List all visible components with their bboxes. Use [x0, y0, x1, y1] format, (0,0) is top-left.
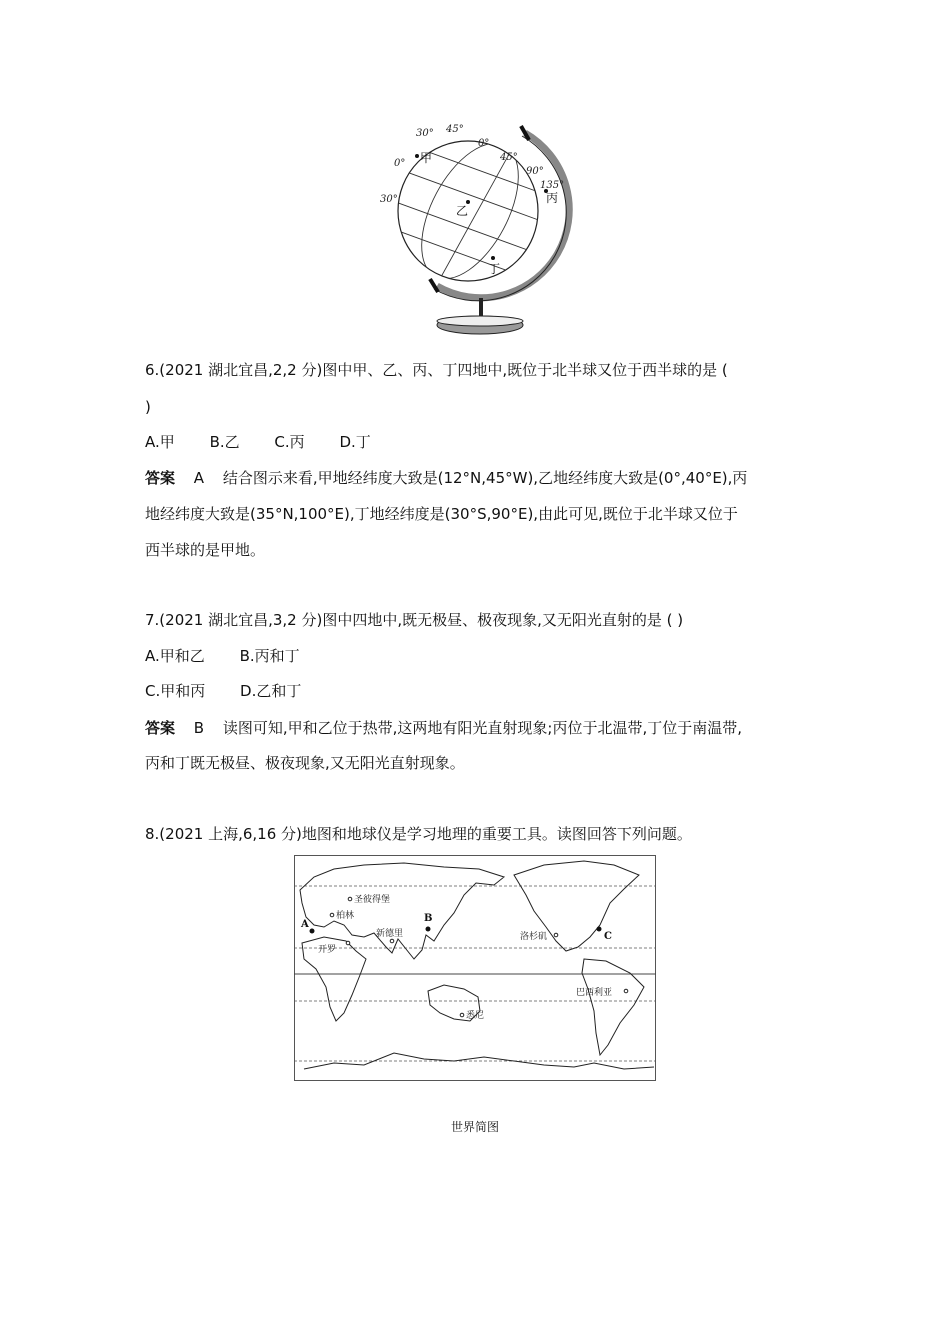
q6-options [145, 431, 371, 453]
q6-stem-end: ) [145, 398, 151, 416]
q6-stem: 6.(2021 湖北宜昌,2,2 分)图中甲、乙、丙、丁四地中,既位于北半球又位于西半球的是 ( [145, 361, 728, 379]
city-sydney: 悉尼 [466, 1011, 485, 1021]
option-c: C.甲和丙 [145, 682, 206, 700]
lat-label: 0° [394, 158, 406, 169]
city-saint-petersburg: 圣彼得堡 [354, 895, 391, 905]
q7-stem: 7.(2021 湖北宜昌,3,2 分)图中四地中,既无极昼、极夜现象,又无阳光直射的是 ( ) [145, 611, 684, 629]
lon-label: 0° [478, 138, 490, 149]
marker-b: B [424, 913, 433, 924]
globe-figure [380, 118, 590, 340]
city-new-delhi: 新德里 [376, 929, 404, 939]
world-map [294, 855, 657, 1082]
q7-options-row1 [145, 645, 300, 667]
point-label-yi: 乙 [456, 204, 469, 218]
marker-c: C [604, 931, 612, 942]
map-caption: 世界简图 [450, 1120, 499, 1134]
q8-stem: 8.(2021 上海,6,16 分)地图和地球仪是学习地理的重要工具。读图回答下列问题。 [145, 825, 692, 843]
option-c: C.丙 [274, 433, 305, 451]
point-label-ding: 丁 [488, 262, 501, 276]
option-a: A.甲 [145, 433, 175, 451]
answer-letter: B [193, 719, 205, 737]
lon-label: 135° [540, 180, 565, 191]
q7-options-row2 [145, 680, 301, 702]
option-a: A.甲和乙 [145, 647, 205, 665]
q6-answer [145, 467, 747, 489]
option-d: D.乙和丁 [240, 682, 302, 700]
city-cairo: 开罗 [318, 945, 337, 955]
city-berlin: 柏林 [336, 911, 355, 921]
point-label-jia: 甲 [420, 151, 433, 165]
answer-explanation: 读图可知,甲和乙位于热带,这两地有阳光直射现象;丙位于北温带,丁位于南温带, [222, 719, 743, 737]
marker-a: A [301, 919, 309, 930]
answer-letter: A [193, 469, 205, 487]
answer-explanation: 结合图示来看,甲地经纬度大致是(12°N,45°W),乙地经纬度大致是(0°,40°E),丙 [222, 469, 748, 487]
option-d: D.丁 [339, 433, 371, 451]
city-brasilia: 巴西利亚 [576, 988, 613, 998]
lat-label: 30° [416, 128, 434, 139]
q7-answer [145, 717, 742, 739]
q6-explanation-3: 西半球的是甲地。 [145, 541, 266, 559]
answer-label: 答案 [145, 469, 176, 487]
q6-explanation-2: 地经纬度大致是(35°N,100°E),丁地经纬度是(30°S,90°E),由此可见,既位于北半球又位于 [145, 505, 738, 523]
lon-label: 90° [526, 166, 544, 177]
point-label-bing: 丙 [546, 191, 559, 205]
answer-label: 答案 [145, 719, 176, 737]
lat-label: 30° [380, 194, 398, 205]
lat-label: 45° [446, 124, 464, 135]
q7-explanation-2: 丙和丁既无极昼、极夜现象,又无阳光直射现象。 [145, 754, 465, 772]
option-b: B.丙和丁 [239, 647, 300, 665]
lon-label: 45° [500, 152, 518, 163]
city-los-angeles: 洛杉矶 [520, 932, 548, 942]
option-b: B.乙 [209, 433, 240, 451]
